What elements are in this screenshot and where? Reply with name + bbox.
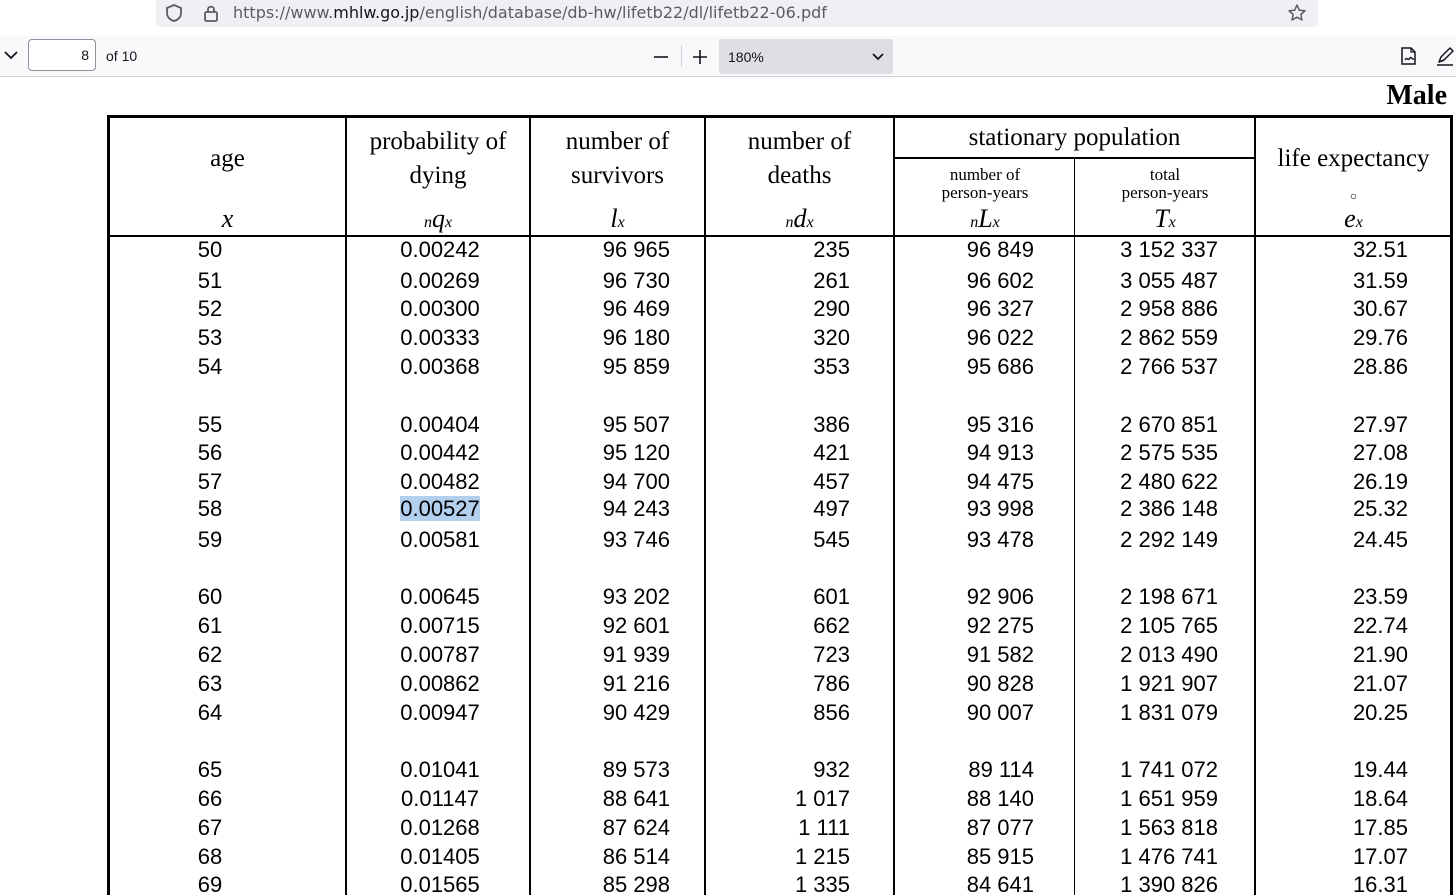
cell-prob-dying: 0.00482 (400, 469, 480, 494)
chevron-down-icon (871, 51, 885, 63)
cell-life-expectancy: 17.85 (1352, 815, 1408, 840)
zoom-out-icon[interactable] (651, 47, 671, 67)
cell-life-expectancy: 31.59 (1352, 268, 1408, 293)
cell-age: 52 (197, 296, 223, 321)
cell-total-person-years: 3 055 487 (1120, 268, 1218, 293)
header-tpy-symbol-main: T (1154, 204, 1169, 233)
header-subdivider (893, 157, 1256, 159)
cell-deaths: 421 (813, 440, 850, 465)
cell-person-years: 95 686 (966, 354, 1034, 379)
cell-person-years: 94 475 (966, 469, 1034, 494)
cell-total-person-years: 2 292 149 (1120, 527, 1218, 552)
cell-age: 63 (197, 671, 223, 696)
cell-deaths: 457 (813, 469, 850, 494)
header-survivors-symbol-main: l (610, 204, 618, 233)
cell-age: 61 (197, 613, 223, 638)
cell-total-person-years: 2 958 886 (1120, 296, 1218, 321)
cell-deaths: 601 (813, 584, 850, 609)
cell-survivors: 95 507 (602, 412, 670, 437)
cell-prob-dying (370, 496, 510, 522)
cell-survivors: 94 243 (602, 496, 670, 521)
cell-person-years: 90 007 (966, 700, 1034, 725)
cell-person-years: 93 478 (966, 527, 1034, 552)
zoom-value: 180% (728, 49, 764, 65)
header-tpy-symbol (1076, 204, 1254, 234)
cell-total-person-years: 2 575 535 (1120, 440, 1218, 465)
cell-total-person-years: 2 862 559 (1120, 325, 1218, 350)
cell-age: 50 (197, 237, 223, 262)
cell-life-expectancy: 27.08 (1352, 440, 1408, 465)
cell-deaths: 662 (813, 613, 850, 638)
chevron-down-icon[interactable] (2, 46, 20, 64)
cell-survivors: 96 965 (602, 237, 670, 262)
cell-total-person-years: 3 152 337 (1120, 237, 1218, 262)
cell-prob-dying: 0.00715 (400, 613, 480, 638)
cell-prob-dying: 0.01565 (400, 872, 480, 895)
header-prob-symbol-main: q (431, 204, 445, 233)
cell-life-expectancy: 28.86 (1352, 354, 1408, 379)
header-age: age (210, 145, 245, 172)
cell-deaths: 497 (813, 496, 850, 521)
cell-survivors: 92 601 (602, 613, 670, 638)
header-life-expectancy: life expectancy (1277, 145, 1430, 172)
header-npy-symbol-pre: n (970, 214, 979, 231)
header-life-symbol-sub: x (1355, 214, 1363, 231)
header-life-ring: ○ (1349, 189, 1358, 203)
pdf-toolbar (0, 36, 1456, 77)
draw-pen-icon[interactable] (1434, 45, 1456, 67)
cell-prob-dying: 0.00269 (400, 268, 480, 293)
cell-age: 62 (197, 642, 223, 667)
header-prob-symbol (347, 204, 529, 234)
cell-total-person-years: 2 766 537 (1120, 354, 1218, 379)
cell-age: 51 (197, 268, 223, 293)
zoom-in-icon[interactable] (690, 47, 710, 67)
cell-total-person-years: 1 651 959 (1120, 786, 1218, 811)
cell-person-years: 94 913 (966, 440, 1034, 465)
page-number-input[interactable] (28, 39, 96, 71)
cell-total-person-years: 2 198 671 (1120, 584, 1218, 609)
column-divider (893, 115, 895, 895)
cell-life-expectancy: 32.51 (1352, 237, 1408, 262)
header-life-symbol-main: e (1344, 204, 1356, 233)
header-prob-line1: probability of (369, 128, 507, 155)
header-survivors-symbol (531, 204, 704, 234)
cell-deaths: 1 215 (794, 844, 850, 869)
cell-life-expectancy: 21.90 (1352, 642, 1408, 667)
lock-icon[interactable] (201, 3, 221, 23)
cell-survivors: 93 746 (602, 527, 670, 552)
header-survivors-symbol-sub: x (617, 214, 625, 231)
cell-total-person-years: 2 105 765 (1120, 613, 1218, 638)
cell-prob-dying: 0.00242 (400, 237, 480, 262)
cell-age: 54 (197, 354, 223, 379)
cell-deaths: 386 (813, 412, 850, 437)
cell-life-expectancy: 16.31 (1352, 872, 1408, 895)
cell-deaths: 290 (813, 296, 850, 321)
cell-life-expectancy: 22.74 (1352, 613, 1408, 638)
cell-life-expectancy: 30.67 (1352, 296, 1408, 321)
url-domain: mhlw.go.jp (333, 3, 420, 22)
header-prob-line2: dying (409, 162, 467, 189)
cell-life-expectancy: 29.76 (1352, 325, 1408, 350)
cell-person-years: 95 316 (966, 412, 1034, 437)
cell-survivors: 91 216 (602, 671, 670, 696)
cell-person-years: 92 275 (966, 613, 1034, 638)
cell-survivors: 95 120 (602, 440, 670, 465)
cell-person-years: 96 327 (966, 296, 1034, 321)
cell-age: 67 (197, 815, 223, 840)
cell-life-expectancy: 18.64 (1352, 786, 1408, 811)
cell-total-person-years: 2 386 148 (1120, 496, 1218, 521)
cell-person-years: 96 849 (966, 237, 1034, 262)
cell-person-years: 90 828 (966, 671, 1034, 696)
cell-life-expectancy: 21.07 (1352, 671, 1408, 696)
cell-prob-dying: 0.01147 (401, 786, 479, 811)
pdf-document-view[interactable] (0, 77, 1456, 895)
cell-age: 65 (197, 757, 223, 782)
header-prob-symbol-sub: x (444, 214, 453, 231)
cell-survivors: 90 429 (602, 700, 670, 725)
cell-life-expectancy: 20.25 (1352, 700, 1408, 725)
cell-total-person-years: 2 013 490 (1120, 642, 1218, 667)
cell-prob-dying: 0.00581 (400, 527, 480, 552)
url-prefix: https://www. (233, 3, 334, 22)
cell-prob-dying: 0.00787 (400, 642, 480, 667)
header-life-symbol (1256, 204, 1451, 234)
cell-prob-dying: 0.01405 (400, 844, 480, 869)
header-stationary-population: stationary population (968, 124, 1181, 151)
header-deaths-line1: number of (747, 128, 852, 155)
header-npy-symbol (896, 204, 1074, 234)
cell-age: 56 (197, 440, 223, 465)
cell-prob-dying: 0.01041 (400, 757, 480, 782)
cell-prob-dying: 0.00333 (400, 325, 480, 350)
cell-survivors: 87 624 (602, 815, 670, 840)
header-prob-symbol-pre: n (423, 214, 432, 231)
header-npy-line1: number of (949, 165, 1021, 184)
header-npy-symbol-main: L (978, 204, 993, 233)
cell-total-person-years: 1 390 826 (1120, 872, 1218, 895)
header-npy-symbol-sub: x (992, 214, 1000, 231)
cell-survivors: 88 641 (602, 786, 670, 811)
cell-age: 57 (197, 469, 223, 494)
cell-total-person-years: 2 670 851 (1120, 412, 1218, 437)
zoom-select[interactable] (719, 39, 893, 74)
cell-life-expectancy: 23.59 (1352, 584, 1408, 609)
cell-age: 69 (197, 872, 223, 895)
cell-survivors: 96 730 (602, 268, 670, 293)
cell-survivors: 95 859 (602, 354, 670, 379)
cell-prob-dying: 0.00947 (400, 700, 480, 725)
cell-total-person-years: 1 563 818 (1120, 815, 1218, 840)
header-tpy-symbol-sub: x (1168, 214, 1176, 231)
cell-age: 59 (197, 527, 223, 552)
cell-deaths: 1 017 (794, 786, 850, 811)
cell-deaths: 1 335 (794, 872, 850, 895)
cell-prob-dying: 0.00368 (400, 354, 480, 379)
cell-person-years: 96 602 (966, 268, 1034, 293)
cell-deaths: 353 (813, 354, 850, 379)
tracking-protection-shield-icon[interactable] (164, 3, 184, 23)
cell-deaths: 1 111 (798, 815, 850, 840)
cell-age: 66 (197, 786, 223, 811)
cell-person-years: 84 641 (966, 872, 1034, 895)
cell-prob-dying: 0.00862 (400, 671, 480, 696)
cell-person-years: 85 915 (966, 844, 1034, 869)
toolbar-divider (681, 45, 682, 67)
header-deaths-symbol-sub: x (806, 214, 814, 231)
bookmark-star-icon[interactable] (1287, 3, 1307, 23)
url-path: /english/database/db-hw/lifetb22/dl/lifetb22-06.pdf (419, 3, 827, 22)
cell-person-years: 88 140 (966, 786, 1034, 811)
cell-age: 58 (197, 496, 223, 521)
cell-survivors: 91 939 (602, 642, 670, 667)
header-age-symbol: x (221, 204, 234, 233)
header-npy-line2: person-years (941, 183, 1029, 202)
cell-person-years: 93 998 (966, 496, 1034, 521)
cell-prob-dying: 0.00645 (400, 584, 480, 609)
cell-life-expectancy: 24.45 (1352, 527, 1408, 552)
cell-age: 68 (197, 844, 223, 869)
sheet-title: Male (1386, 80, 1447, 111)
cell-prob-dying: 0.00404 (400, 412, 480, 437)
cell-age: 55 (197, 412, 223, 437)
cell-deaths: 320 (813, 325, 850, 350)
signature-icon[interactable] (1398, 45, 1420, 67)
cell-person-years: 92 906 (966, 584, 1034, 609)
cell-prob-dying: 0.01268 (400, 815, 480, 840)
column-divider (1074, 158, 1075, 895)
cell-person-years: 89 114 (968, 757, 1034, 782)
cell-survivors: 93 202 (602, 584, 670, 609)
cell-survivors: 86 514 (602, 844, 670, 869)
url-text[interactable] (233, 3, 827, 22)
cell-age: 53 (197, 325, 223, 350)
cell-total-person-years: 1 476 741 (1120, 844, 1218, 869)
cell-life-expectancy: 27.97 (1352, 412, 1408, 437)
cell-deaths: 932 (813, 757, 850, 782)
header-tpy-line1: total (1149, 165, 1181, 184)
cell-life-expectancy: 25.32 (1352, 496, 1408, 521)
cell-life-expectancy: 19.44 (1352, 757, 1408, 782)
cell-total-person-years: 2 480 622 (1120, 469, 1218, 494)
cell-person-years: 96 022 (966, 325, 1034, 350)
header-deaths-symbol (706, 204, 893, 234)
cell-total-person-years: 1 741 072 (1120, 757, 1218, 782)
cell-deaths: 786 (813, 671, 850, 696)
url-bar[interactable] (156, 0, 1318, 27)
cell-deaths: 261 (813, 268, 850, 293)
header-tpy-line2: person-years (1121, 183, 1209, 202)
header-survivors-line2: survivors (570, 162, 665, 189)
cell-total-person-years: 1 831 079 (1120, 700, 1218, 725)
cell-survivors: 89 573 (602, 757, 670, 782)
cell-person-years: 87 077 (966, 815, 1034, 840)
selected-text-highlight[interactable]: 0.00527 (400, 496, 480, 521)
cell-age: 60 (197, 584, 223, 609)
cell-survivors: 96 180 (602, 325, 670, 350)
cell-survivors: 85 298 (602, 872, 670, 895)
cell-deaths: 545 (813, 527, 850, 552)
cell-total-person-years: 1 921 907 (1120, 671, 1218, 696)
cell-deaths: 723 (813, 642, 850, 667)
cell-life-expectancy: 17.07 (1352, 844, 1408, 869)
cell-deaths: 856 (813, 700, 850, 725)
cell-age: 64 (197, 700, 223, 725)
header-deaths-symbol-pre: n (785, 214, 794, 231)
cell-deaths: 235 (813, 237, 850, 262)
header-deaths-line2: deaths (767, 162, 832, 189)
cell-survivors: 94 700 (602, 469, 670, 494)
page-count-label: of 10 (106, 48, 138, 64)
cell-person-years: 91 582 (966, 642, 1034, 667)
cell-prob-dying: 0.00300 (400, 296, 480, 321)
cell-life-expectancy: 26.19 (1352, 469, 1408, 494)
header-deaths-symbol-main: d (793, 204, 807, 233)
cell-survivors: 96 469 (602, 296, 670, 321)
cell-prob-dying: 0.00442 (400, 440, 480, 465)
header-survivors-line1: number of (565, 128, 670, 155)
